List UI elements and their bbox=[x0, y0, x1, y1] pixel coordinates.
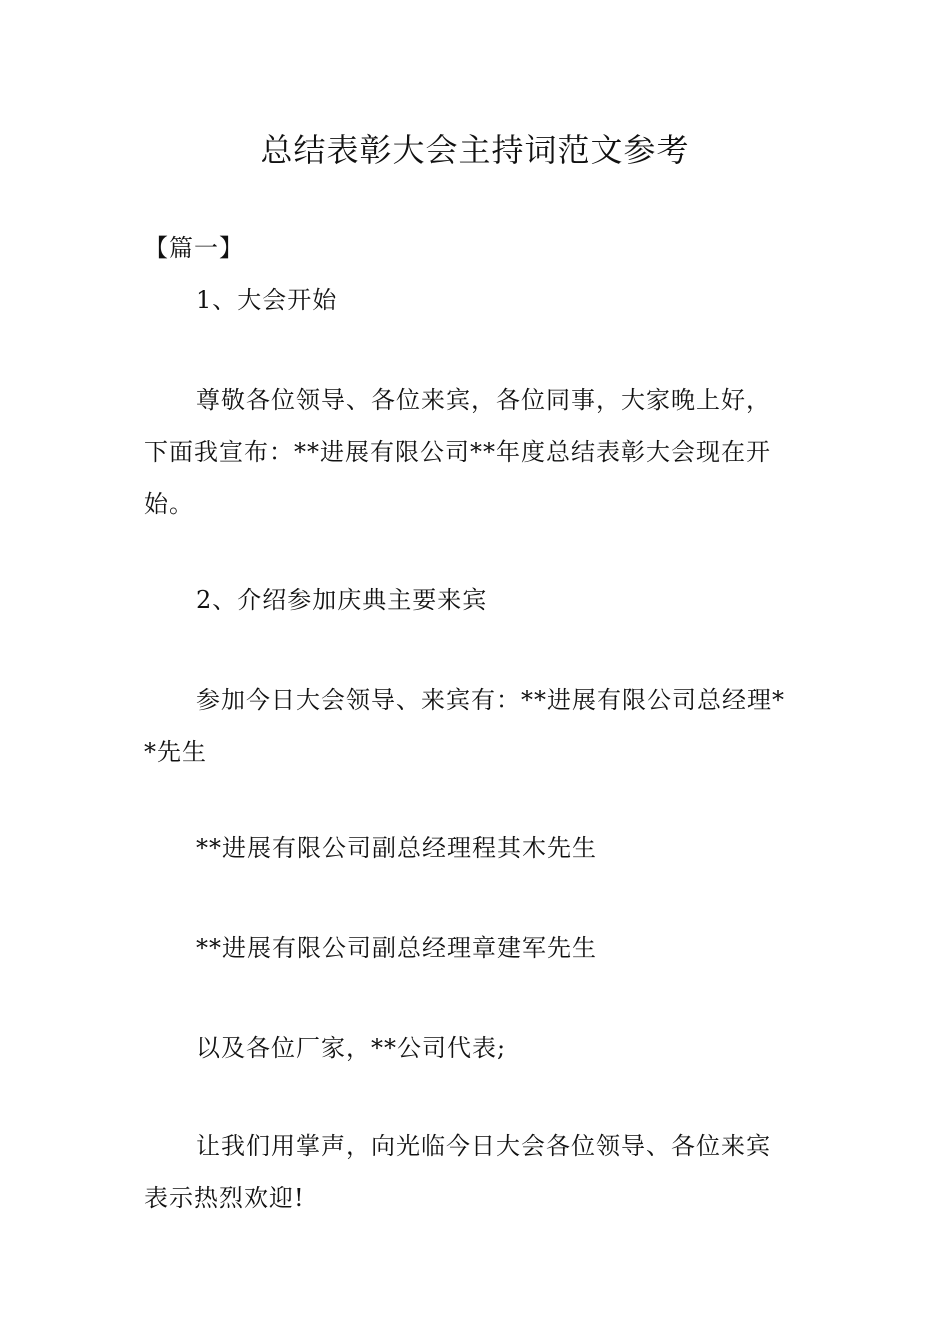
item1-line-3: 始。 bbox=[144, 490, 194, 518]
welcome-paragraph bbox=[144, 1120, 810, 1224]
item2-line-2: *先生 bbox=[144, 738, 207, 766]
item1-line-1: 尊敬各位领导、各位来宾，各位同事，大家晚上好， bbox=[196, 386, 771, 414]
welcome-line-1: 让我们用掌声，向光临今日大会各位领导、各位来宾 bbox=[196, 1132, 771, 1160]
guest-line-3: **进展有限公司副总经理章建军先生 bbox=[196, 934, 597, 962]
document-title: 总结表彰大会主持词范文参考 bbox=[260, 131, 690, 169]
welcome-line-2: 表示热烈欢迎! bbox=[144, 1184, 305, 1212]
item1-paragraph bbox=[144, 374, 810, 530]
guest-line-4: 以及各位厂家，**公司代表; bbox=[196, 1034, 507, 1062]
item1-line-2: 下面我宣布：**进展有限公司**年度总结表彰大会现在开 bbox=[144, 438, 771, 466]
guest-line-2: **进展有限公司副总经理程其木先生 bbox=[196, 834, 597, 862]
item1-heading: 1、大会开始 bbox=[196, 286, 338, 314]
item2-line-1: 参加今日大会领导、来宾有：**进展有限公司总经理* bbox=[196, 686, 785, 714]
item2-heading: 2、介绍参加庆典主要来宾 bbox=[196, 586, 488, 614]
item2-paragraph bbox=[144, 674, 810, 778]
section-label: 【篇一】 bbox=[144, 234, 244, 262]
